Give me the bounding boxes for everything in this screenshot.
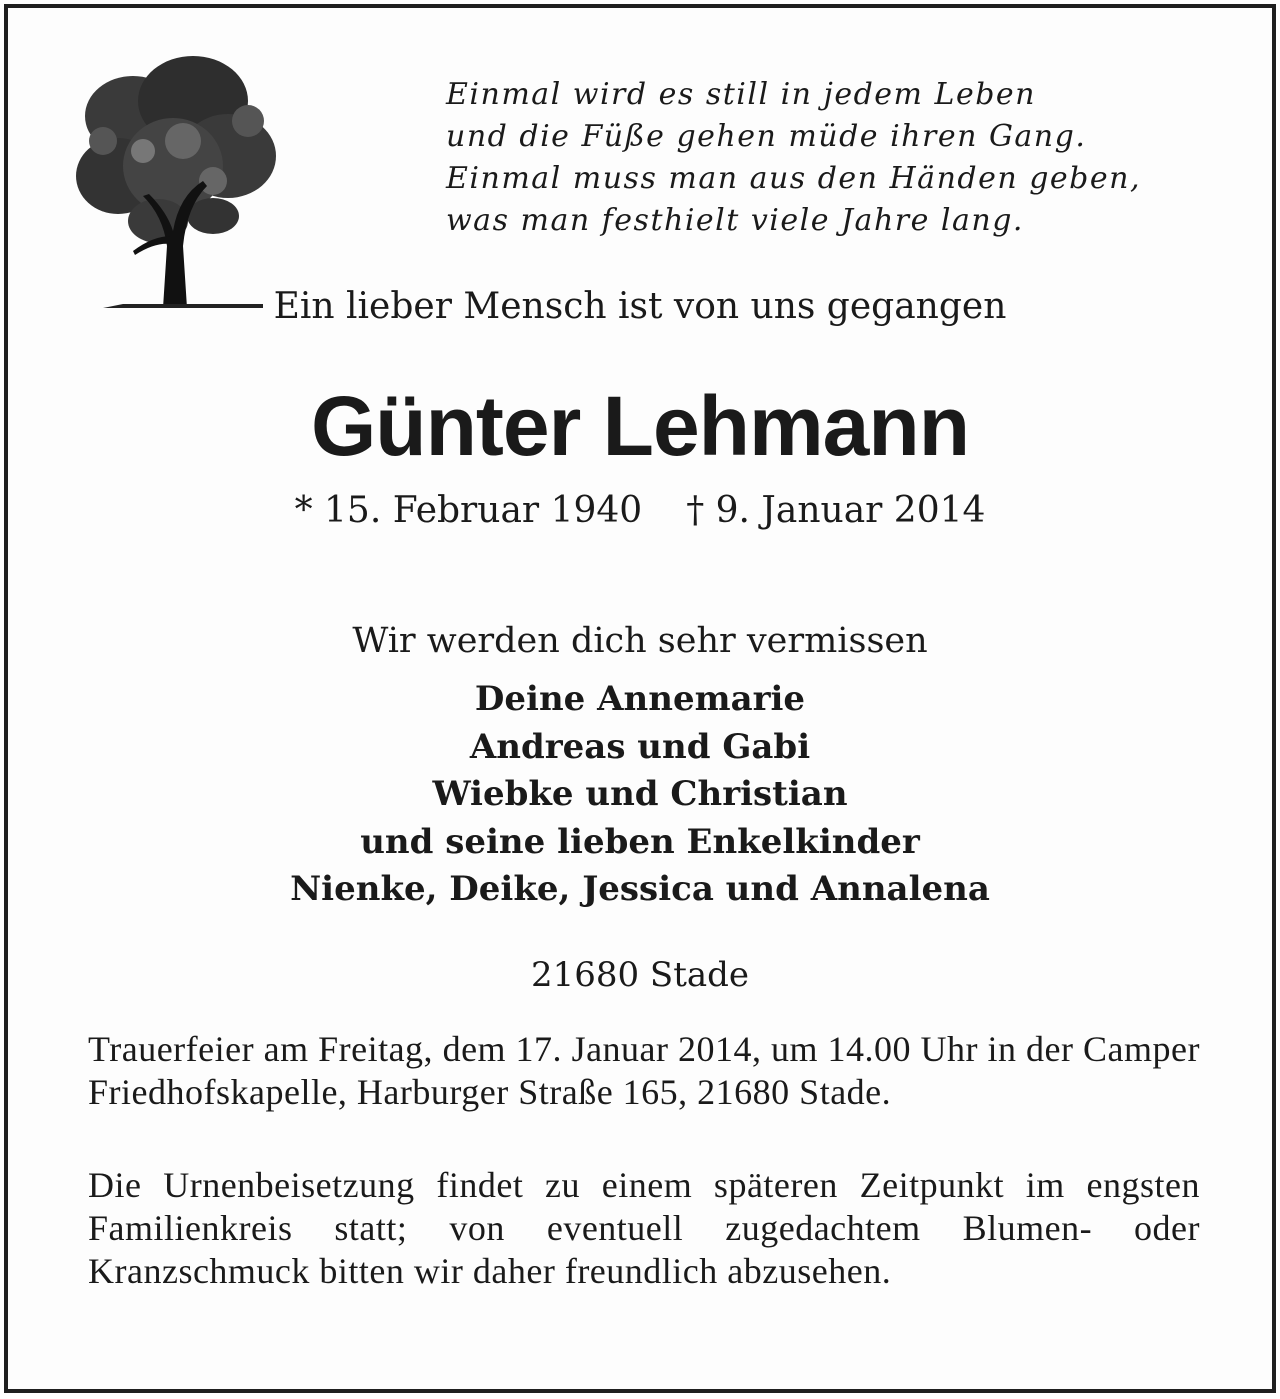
family-list	[8, 676, 1272, 914]
death-date: † 9. Januar 2014	[686, 490, 986, 531]
miss-text: Wir werden dich sehr vermissen	[352, 621, 928, 661]
poem-line: was man festhielt viele Jahre lang.	[446, 203, 1024, 238]
poem-line: und die Füße gehen müde ihren Gang.	[446, 119, 1087, 154]
poem-line: Einmal muss man aus den Händen geben,	[446, 161, 1141, 196]
family-line: und seine lieben Enkelkinder	[360, 821, 920, 862]
birth-date: * 15. Februar 1940	[294, 490, 643, 531]
funeral-info-paragraph: Trauerfeier am Freitag, dem 17. Januar 2014, um 14.00 Uhr in der Camper Friedhofskapelle, Harburger Straße 165, 21680 Stade.	[88, 1029, 1200, 1112]
family-line: Nienke, Deike, Jessica und Annalena	[290, 869, 990, 909]
poem	[446, 74, 1206, 242]
city: 21680 Stade	[530, 955, 750, 995]
deceased-name: Günter Lehmann	[310, 379, 970, 473]
intro-text: Ein lieber Mensch ist von uns gegangen	[273, 286, 1007, 327]
burial-info-paragraph: Die Urnenbeisetzung findet zu einem späteren Zeitpunkt im engsten Familienkreis statt; von eventuell zugedachtem Blumen- oder Kranzschmuck bitten wir daher freundlich abzusehen.	[88, 1165, 1200, 1291]
family-line: Wiebke und Christian	[432, 774, 848, 814]
tree-icon	[63, 46, 283, 308]
life-dates	[8, 488, 1272, 534]
family-line: Deine Annemarie	[474, 679, 806, 719]
family-line: Andreas und Gabi	[469, 726, 811, 767]
obituary-notice	[4, 4, 1276, 1393]
poem-line: Einmal wird es still in jedem Leben	[446, 77, 1036, 112]
